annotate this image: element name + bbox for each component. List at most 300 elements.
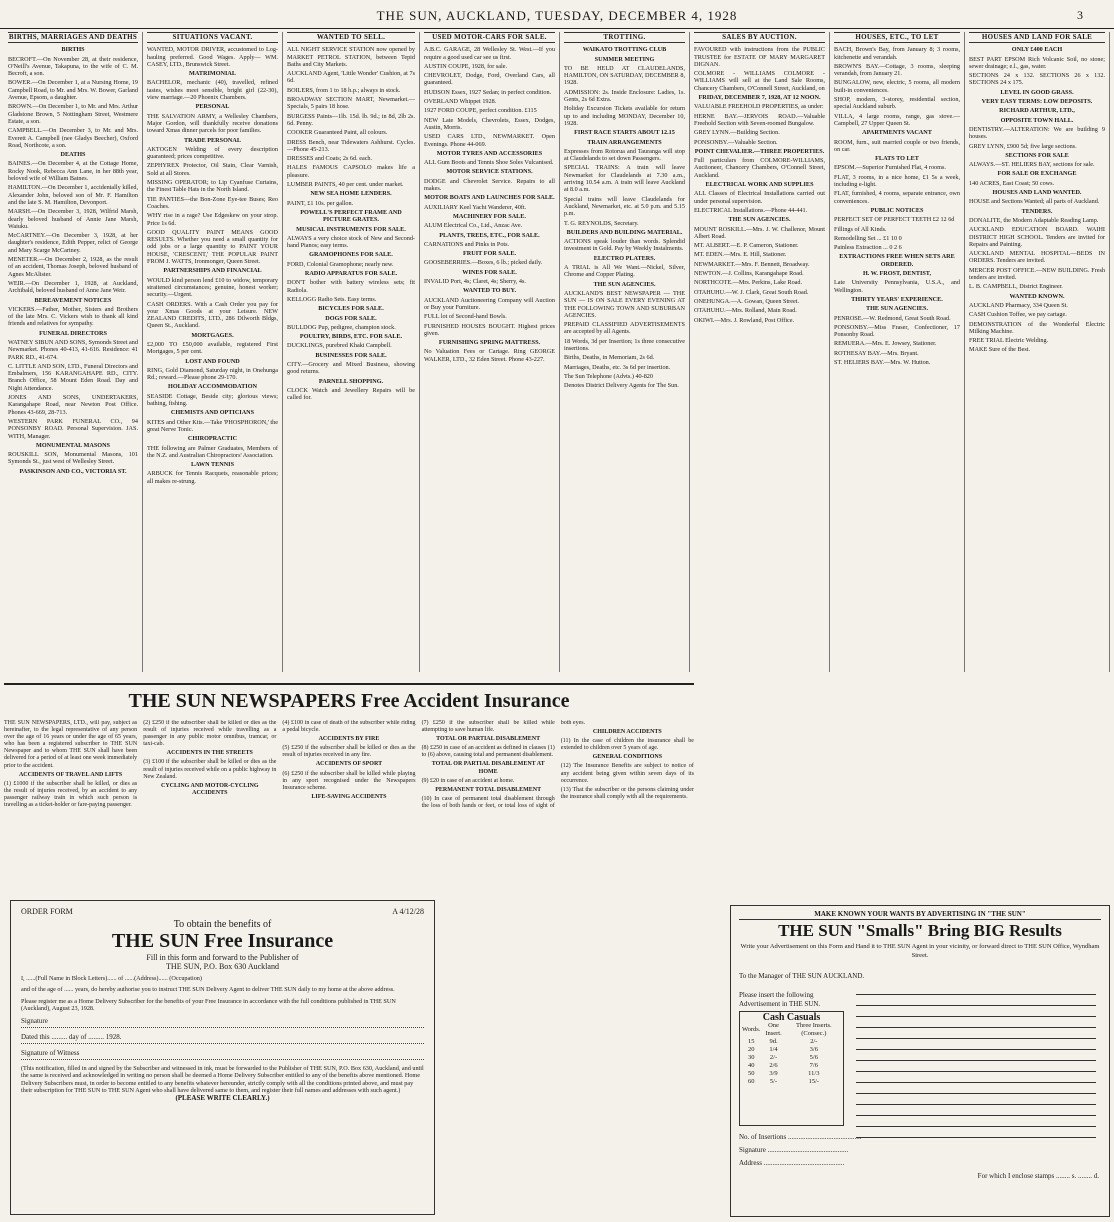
classified-entry: MAKE Sure of the Best. [969,346,1031,354]
classified-entry: WESTERN PARK FUNERAL CO., 94 PONSONBY ROAD. Personal Supervision. JAS. WITH, Manager. [8,417,138,440]
classified-entry: MATRIMONIAL [189,70,236,78]
classified-entry: WHY rise in a rage? Use Edgeskew on your strop. Price 1s 6d. [147,212,278,227]
smalls-address-label: Address [739,1159,762,1167]
classified-entry: COLMORE - WILLIAMS COLMORE - WILLIAMS will sell at the Land Sale Rooms, Chancery Chambers, O'Connell Street, Auckland, on [694,70,825,92]
insurance-clause: (3) £100 if the subscriber shall be killed or dies as the result of injuries received while on a public highway in New Zealand. [143,759,277,780]
classified-entry: THE following are Palmer Graduates, Members of the N.Z. and Australian Chiropractors' Association. [147,444,278,459]
classified-entry: TO BE HELD AT CLAUDELANDS, HAMILTON, ON SATURDAY, DECEMBER 8, 1928. [564,64,685,87]
classified-entry: AKTOGEN Welding of every description guaranteed; prices competitive. [147,145,278,161]
rate-row [742,1070,841,1078]
classified-entry: Marriages, Deaths, etc. 3s 6d per insertion. [564,363,671,371]
classified-entry: PUBLIC NOTICES [870,206,924,214]
smalls-to: To the Manager of THE SUN AUCKLAND. [739,972,865,980]
insurance-clause: (2) £250 if the subscriber shall be killed or dies as the result of injuries received while travelling as a passenger in any public motor omnibus, tramcar, or taxi-cab. [143,720,277,748]
classified-entry: BROWN.—On December 1, to Mr. and Mrs. Arthur Gladstone Brown, 5 Nottingham Street, Westmere Estate, a son. [8,103,138,125]
classified-entry: WANTED KNOWN. [1009,292,1065,300]
classified-entry: PENROSE.—W. Redmond, Great South Road. [834,314,951,322]
classified-entry: SHOP, modern, 3-storey, residential section, special Auckland suburb. [834,96,960,111]
insurance-clause: (13) That the subscriber or the persons claiming under the insurance shall comply with all the requirements. [560,786,694,800]
classified-entry: FAVOURED with instructions from the PUBLIC TRUSTEE for ESTATE OF MARY MARGARET DIGNAN. [694,46,825,68]
classified-entry: VICKERS.—Father, Mother, Sisters and Brothers of the late Mrs. C. Vickers wish to thank all kind friends and relatives for sympathy. [8,305,138,328]
classified-entry: AUCKLAND'S BEST NEWSPAPER — THE SUN — IS ON SALE EVERY EVENING AT THE FOLLOWING TOWN AND SUBURBAN AGENCIES. [564,289,685,319]
classified-entry: DENTISTRY.—ALTERATION: We are building 9 houses. [969,125,1105,141]
classified-entry: HERNE BAY.—JERVOIS ROAD.—Valuable Freehold Section with Seven-roomed Bungalow. [694,112,825,127]
order-form-code: A 4/12/28 [392,907,424,916]
classified-entry: OTAHUHU.—Mrs. Rolland, Main Road. [694,307,797,315]
classified-entry: RING, Gold Diamond, Saturday night, in Onehunga Rd.; reward.—Please phone 29-170. [147,366,278,382]
classified-entry: BEREAVEMENT NOTICES [34,296,112,304]
order-form-title: THE SUN Free Insurance [111,930,334,952]
insurance-banner: THE SUN NEWSPAPERS Free Accident Insurance [4,683,694,719]
insurance-clause: ACCIDENTS IN THE STREETS [166,750,253,757]
classified-entry: POULTRY, BIRDS, ETC. FOR SALE. [299,333,403,341]
classified-entry: REMUERA.—Mrs. E. Jowsey, Stationer. [834,340,937,348]
classified-entry: FIRST RACE STARTS ABOUT 12.15 [574,129,675,137]
classified-entry: POINT CHEVALIER.—THREE PROPERTIES. [694,147,825,155]
rate-cell: 2/- [810,1038,818,1045]
classified-entry: ARBUCK for Tennis Racquets, reasonable prices; all makes re-strung. [147,470,278,485]
order-form-obtain: To obtain the benefits of [173,919,272,930]
classified-entry: LEVEL IN GOOD GRASS. [1000,88,1074,96]
classified-entry: No Valuation Fees or Cartage. Ring GEORGE WALKER, LTD., 32 Eden Street. Phone 43-227. [424,348,555,363]
classified-entry: T. G. REYNOLDS, Secretary. [564,219,639,227]
classified-entry: LUMBER PAINTS, 40 per cent. under market. [287,181,404,189]
classified-entry: DON'T bother with battery wireless sets; fit Radiola. [287,279,415,294]
classified-entry: PERSONAL [195,103,230,111]
classified-entry: BOILERS, from 1 to 18 h.p.; always in stock. [287,86,401,94]
rate-cell: 20 [747,1046,755,1053]
smalls-signature-field[interactable]: Signature .............................................. [739,1146,849,1154]
classified-entry: TENDERS. [1021,207,1053,215]
smalls-title: THE SUN "Smalls" Bring BIG Results [778,921,1062,940]
insurance-clause: CHILDREN ACCIDENTS [592,729,662,736]
classified-entry: DEMONSTRATION of the Wonderful Electric Milking Machine. [969,320,1105,335]
classified-entry: MOTOR TYRES AND ACCESSORIES [436,149,543,157]
insurance-clause: ACCIDENTS OF SPORT [315,761,383,768]
classified-entry: HALES FAMOUS CAPSOLO makes life a pleasure. [287,164,415,179]
column-2 [143,32,283,672]
classified-entry: ST. HELIERS BAY.—Mrs. W. Hutton. [834,358,931,366]
classified-entry: CITY.—Grocery and Mixed Business, showing good returns. [287,360,415,376]
classified-entry: FORD, Colonial Gramophone; nearly new. [287,260,394,268]
dated-label: Dated this ......... day of ......... 1928. [21,1033,122,1042]
classified-entry: FOR SALE OR EXCHANGE [997,170,1077,178]
classified-entry: DEATHS [60,151,86,159]
column-7 [830,32,965,672]
rate-cell: 60 [747,1078,755,1085]
rate-cell: 15/- [808,1078,820,1085]
rate-cell: 5/6 [809,1054,818,1061]
classified-entry: CLOCK Watch and Jewellery Repairs will be called for. [287,386,415,402]
classified-entry: DODGE and Chevrolet Service. Repairs to all makes. [424,177,555,193]
classified-entry: FUNERAL DIRECTORS [39,329,107,337]
classified-entry: HOLIDAY ACCOMMODATION [168,383,257,391]
column-8 [965,32,1110,672]
rate-cell: 2/- [769,1054,778,1061]
classified-entry: VILLA, 4 large rooms, range, gas stove.—Campbell, 27 Upper Queen St. [834,112,960,127]
smalls-sub: Write your Advertisement on this Form and Hand it to THE SUN Agent in your vicinity, or forward direct to THE SUN Office, Wyndham Street. [740,943,1100,959]
classified-entry: GOOD QUALITY PAINT MEANS GOOD RESULTS. Whether you need a small quantity for odd jobs or a large quantity to PAINT YOUR HOUSE, 'CRESCENT,' THE POPULAR PAINT FROM J. WATTS, Ironmonger, Queen Street. [147,228,278,266]
classified-entry: DRESSES and Coats; 2s 6d. each. [287,155,373,163]
column-6 [690,32,830,672]
column-5 [560,32,690,672]
insurance-clause: THE SUN NEWSPAPERS, LTD., will pay, subject as hereinafter, to the legal representative of any person over the age of 16 years or under the age of 65 years, who has been a registered subscriber to THE SUN Newspaper and to whom THE SUN shall have been delivered for a period of at least one week immediately prior to the accident. [4,720,138,769]
classified-entry: PASKINSON AND CO., VICTORIA ST. [19,467,127,475]
smalls-form[interactable] [730,905,1110,1217]
classified-entry: FLAT, furnished, 4 rooms, separate entrance, own conveniences. [834,190,960,205]
column-3 [283,32,420,672]
classified-entry: Denotes District Delivery Agents for The Sun. [564,382,679,390]
classified-entry: H. W. FROST, DENTIST, [862,270,932,278]
insertions-label: No. of Insertions [739,1133,787,1141]
rate-cell: 11/3 [808,1070,820,1077]
classified-entry: PONSONBY.—Valuable Section. [694,138,778,146]
classified-entry: CAMPBELL.—On December 3, to Mr. and Mrs. Everett A. Campbell (nee Gladys Beecher), Oxford Road, Northcote, a son. [8,127,138,149]
classified-entry: BICYCLES FOR SALE. [318,305,384,313]
classified-entry: Special trains will leave Claudelands for Auckland, Newmarket, etc. at 5.0 p.m. and 5.15 p.m. [564,195,685,218]
classified-entry: McCARTNEY.—On December 3, 1928, at her daughter's residence, Edith Pepper, relict of George and Mary Scarge McCartney. [8,232,138,254]
classified-entry: EPSOM.—Superior Furnished Flat, 4 rooms. [834,164,946,172]
classified-entry: 140 ACRES, East Coast; 50 cows. [969,179,1055,187]
insurance-clause: PERMANENT TOTAL DISABLEMENT [435,786,542,793]
classified-entry: SECTIONS 24 x 132. SECTIONS 26 x 132. SECTIONS 24 x 175. [969,72,1105,87]
classified-entry: NEWMARKET.—Mrs. F. Bennett, Broadway. [694,260,810,268]
classified-entry: WOULD kind person lend £10 to widow, temporary straitened circumstances; genuine, honest worker; security.—Urgent. [147,276,278,299]
classified-entry: 1927 FORD COUPE, perfect condition. £115 [424,107,537,115]
classified-entry: TRADE PERSONAL [184,136,241,144]
order-form[interactable] [10,900,435,1215]
classified-entry: A.B.C. GARAGE, 28 Wellesley St. West.—If you require a good used car see us first. [424,46,555,61]
insurance-clause: (4) £100 in case of death of the subscriber while riding a pedal bicycle. [282,720,416,734]
insurance-clause: CYCLING AND MOTOR-CYCLING ACCIDENTS [161,782,259,796]
smalls-address-field[interactable]: Address .............................................. [739,1159,845,1167]
classified-entry: MENETER.—On December 2, 1928, as the result of an accident, Thomas Joseph, beloved husband of Agnes McAlister. [8,256,138,278]
witness-field[interactable] [21,1049,424,1060]
classified-entry: FLAT, 3 rooms, in a nice home, £1 5s a week, including e-light. [834,173,960,189]
classified-entry: WATNEY SIBUN AND SONS, Symonds Street and Newmarket. Phones 40-413, 41-616. Residence: 41 PARK RD., 41-674. [8,338,138,361]
classified-entry: AUSTIN COUPE, 1928, for sale. [424,62,508,70]
classified-entry: PLANTS, TREES, ETC., FOR SALE. [439,231,540,239]
classified-entry: FREE TRIAL Electric Welding. [969,337,1049,345]
classified-entry: 18 Words, 3d per Insertion; 1s three consecutive insertions. [564,337,685,352]
column-1 [4,32,143,672]
classified-entry: THE SALVATION ARMY, a Wellesley Chambers, Major Gordon, will thankfully receive donations toward Xmas dinner parcels for poor families. [147,112,278,135]
write-clearly: (PLEASE WRITE CLEARLY.) [175,1094,270,1103]
classified-entry: OVERLAND Whippet 1928. [424,98,497,106]
classified-entry: PONSONBY.—Miss Fraser, Confectioner, 17 Ponsonby Road. [834,323,960,339]
classified-entry: INVALID Port, 4s; Claret, 4s; Sherry, 4s. [424,278,526,286]
rate-cell: 30 [747,1054,755,1061]
classified-entry: OPPOSITE TOWN HALL. [1000,116,1074,124]
classified-entry: HOUSES AND LAND WANTED. [992,189,1082,197]
rate-cell: 9d. [769,1038,778,1045]
classified-entry: POWELL'S PERFECT FRAME AND PICTURE GRATES. [300,208,402,224]
rate-row [742,1038,841,1046]
order-form-sub1: Fill in this form and forward to the Publisher of [146,953,299,962]
classified-entry: FRUIT FOR SALE. [462,250,516,258]
classified-entry: MERCER POST OFFICE.—NEW BUILDING. Fresh tenders are invited. [969,266,1105,282]
classified-entry: OKIWI.—Mrs. J. Rowland, Post Office. [694,316,795,324]
classified-entry: KITES and Other Kits.—Take 'PHOSPHORON,' the great Nerve Tonic. [147,418,278,433]
insurance-clause: (1) £1000 if the subscriber shall be killed, or dies as the result of injuries received, by an accident to any passenger railway train in which such person is travelling as a ticket-holder or fare-paying passenger. [4,780,138,809]
insurance-clause: (7) £250 if the subscriber shall be killed while attempting to save human life. [421,720,555,734]
classified-entry: NEW SEA HOME LENDERS. [310,190,392,198]
classified-entry: FLATS TO LET [875,155,919,163]
order-form-sub2: THE SUN, P.O. Box 630 Auckland [166,962,279,971]
classified-entry: ALWAYS.—ST. HELIERS BAY, sections for sale. [969,161,1095,169]
classified-entry: ALUM Electrical Co., Ltd., Anzac Ave. [424,222,523,230]
classified-entry: RICHARD ARTHUR, LTD., [999,107,1075,115]
classified-entry: ACTIONS speak louder than words. Splendid investment in Gold. Pay by Weekly Instalments. [564,238,685,253]
classified-entry: AUCKLAND Auctioneering Company will Auction or Buy your Furniture. [424,296,555,311]
rate-cell: 50 [747,1070,755,1077]
advert-writing-grid[interactable] [856,984,1096,1138]
classified-entry: FURNISHED HOUSES BOUGHT. Highest prices given. [424,322,555,337]
classified-entry: L. B. CAMPBELL, District Engineer. [969,283,1063,291]
rate-row [742,1046,841,1054]
classified-entry: ALL Classes of Electrical Installations carried out under personal supervision. [694,190,825,205]
rate-row [742,1078,841,1086]
classified-entry: MARSH.—On December 3, 1928, Wilfrid Marsh, dearly beloved husband of Annie Jane Marsh, Waiuku. [8,208,138,230]
classified-entry: WANTED, MOTOR DRIVER, accustomed to Log-hauling preferred. Good Wages. Apply— WM. CASEY, LTD., Brunswick Street. [147,46,278,68]
classified-entry: ROUSKILL SON, Monumental Masons, 101 Symonds St., just west of Wellesley Street. [8,451,138,466]
classified-entry: OTAHUHU.—W. J. Clark, Great South Road. [694,288,809,296]
classified-entry: CASH Cushion Toffee, we pay cartage. [969,311,1067,319]
classified-entry: TIE PANTIES—the Bon-Zone Eye-tee Buses; Reo Coaches. [147,195,278,210]
classified-entry: BUSINESSES FOR SALE. [315,351,387,359]
classified-entry: ELECTRO PLATERS. [593,254,656,262]
classified-entry: AUCKLAND MENTAL HOSPITAL—BEDS IN ORDERS. Tenders are invited. [969,250,1105,265]
classified-entry: SUMMER MEETING [594,55,655,63]
column-heading: USED MOTOR-CARS FOR SALE. [424,32,555,43]
classified-entry: BAINES.—On December 4, at the Cottage Home, Rocky Nook, Rebecca Ann Lane, in her 88th year, beloved wife of William Baines. [8,160,138,183]
rate-cell: 3/6 [809,1046,818,1053]
order-form-name-line[interactable]: I, ......(Full Name in Block Letters)...... of ......(Address)...... (Occupation) [21,975,202,982]
classified-entry: BUILDERS AND BUILDING MATERIAL. [566,228,683,236]
column-heading: TROTTING. [564,32,685,43]
classified-entry: BACHELOR, mechanic (40), travelled, refined tastes, wishes meet sensible, bright girl (22-30), view marriage.—20 Phoenix Chambers. [147,79,278,102]
classified-entry: GREY LYNN.—Building Section. [694,129,780,137]
smalls-please: Please insert the following Advertisement in THE SUN. [739,991,821,1008]
rate-cell: 5/- [769,1078,778,1085]
insurance-clause: ACCIDENTS BY FIRE [318,736,380,743]
classified-entry: BEST PART EPSOM Rich Volcanic Soil, no stone; sewer drainage; e.l., gas, water. [969,55,1105,70]
classified-entry: Holiday Excursion Tickets available for return up to and including MONDAY, December 10, 1928. [564,105,685,127]
classified-entry: ROOM, furn., suit married couple or two friends, on car. [834,138,960,153]
classified-entry: GRAMOPHONES FOR SALE. [309,251,393,259]
order-form-note: (This notification, filled in and signed by the Subscriber and witnessed in ink, must be forwarded to the Publisher of THE SUN, P.O. Box 630, Auckland, and until the same is received and acknowledged in writing no person shall be deemed a Home Delivery Subscriber entitled to any of the benefits above mentioned. Home Delivery Subscribers must, in order to become entitled to any benefits whatever hereunder, strictly comply with all the conditions printed above, and must pay their subscription for THE SUN to THE SUN Agent who shall have delivered same to them, and register their full names and addresses with such agent.) [21,1065,424,1095]
classified-entry: SEASIDE Cottage, Beside city; glorious views; bathing, fishing. [147,392,278,408]
classified-entry: DOGS FOR SALE. [325,314,377,322]
classified-entry: Late University Pennsylvania, U.S.A., and Wellington. [834,279,960,294]
classified-entry: ELECTRICAL WORK AND SUPPLIES [705,181,814,189]
insurance-clause: (8) £250 in case of an accident as defined in clauses (1) to (6) above, causing total and permanent disablement. [421,745,555,759]
classified-entry: TRAIN ARRANGEMENTS [587,138,662,146]
classified-entry: MISSING OPERATOR; to Lip Cyanfuse Curtains, the Finest Table Hats in the North Island. [147,179,278,194]
classified-entry: ELECTRICAL Installations.—Phone 44-441. [694,206,808,214]
rates-title: Cash Casuals [762,1012,821,1023]
classified-entry: MT. ALBERT.—E. P. Cameron, Stationer. [694,242,799,250]
classified-entry: BACH, Brown's Bay, from January 8; 3 rooms, kitchenette and verandah. [834,46,960,61]
classified-entry: ONLY £400 EACH [1011,46,1063,54]
smalls-remit: For which I enclose stamps ........ s. ........ d. [977,1172,1099,1180]
insurance-clause: ACCIDENTS OF TRAVEL AND LIFTS [18,771,123,778]
smalls-make-known: MAKE KNOWN YOUR WANTS BY ADVERTISING IN "THE SUN" [739,910,1101,920]
classified-entry: MONUMENTAL MASONS [36,441,110,449]
classified-entry: ZEPHYREX Protector, Oil Stain, Clear Varnish, Sold at all Stores. [147,162,278,177]
rate-row [742,1062,841,1070]
classified-entry: PARNELL SHOPPING. [318,377,384,385]
column-heading: SITUATIONS VACANT. [147,32,278,43]
order-form-label: ORDER FORM [21,907,73,916]
classified-entry: Fillings of All Kinds. [834,225,887,233]
classified-entry: THE SUN AGENCIES. [728,216,791,224]
column-heading: WANTED TO SELL. [287,32,415,43]
classified-entry: APARTMENTS VACANT [862,129,932,137]
classified-entry: AUCKLAND Agent, 'Little Wonder' Cushion, at 7s 6d. [287,70,415,85]
classified-entry: FURNISHING SPRING MATTRESS. [438,339,541,347]
insurance-clause: (6) £250 if the subscriber shall be killed while playing in any sport recognised under the Newspapers Insurance scheme. [282,770,416,791]
classified-entry: Full particulars from COLMORE-WILLIAMS, Auctioneer, Chancery Chambers, O'Connell Street, Auckland. [694,157,825,179]
classified-entry: RADIO APPARATUS FOR SALE. [304,270,398,278]
classified-entry: £2,000 TO £50,000 available, registered First Mortgages, 5 per cent. [147,340,278,356]
classified-entry: BUNGALOW, new, electric, 5 rooms, all modern built-in conveniences. [834,79,960,94]
classified-entry: PREPAID CLASSIFIED ADVERTISEMENTS are accepted by all Agents. [564,321,685,336]
classified-entry: DONALITE, the Modern Adaptable Reading Lamp. [969,216,1099,224]
column-4 [420,32,560,672]
classified-entry: BECROFT.—On November 28, at their residence, O'Neill's Avenue, Takapuna, to the wife of C. M. Becroft, a son. [8,55,138,78]
classified-entry: MOTOR SERVICE STATIONS. [446,168,533,176]
classified-entry: VALUABLE FREEHOLD PROPERTIES, as under: [694,103,824,111]
classified-entry: MORTGAGES. [191,331,234,339]
classified-entry: Expresses from Rotorua and Tauranga will stop at Claudelands to set down Passengers. [564,147,685,163]
classified-entry: DRESS Bench, near Tidewaters Ashhurst. Cycles.—Phone 45-213. [287,138,415,153]
insurance-clause: (11) In the case of children the insurance shall be extended to children over 5 years of age. [560,738,694,752]
classified-entry: PERFECT SET OF PERFECT TEETH £2 12 6d [834,216,955,224]
column-heading: HOUSES, ETC., TO LET [834,32,960,43]
classified-entry: MOTOR BOATS AND LAUNCHES FOR SALE. [424,194,555,202]
classified-entry: The Sun Telephone (Advts.) 40-820 [564,372,653,380]
classified-entry: ALL Gum Boots and Tennis Shoe Soles Vulcanised. [424,159,554,167]
insurance-conditions [4,720,694,895]
classified-entry: DUCKLINGS, purebred Khaki Campbell. [287,342,392,350]
classified-entry: PARTNERSHIPS AND FINANCIAL [163,267,262,275]
insurance-clause: (12) The Insurance Benefits are subject to notice of any accident being given within seven days of its occurrence. [560,763,694,784]
classified-entry: HOUSE and Sections Wanted; all parts of Auckland. [969,198,1100,206]
classified-entry: PAINT, £1 10s. per gallon. [287,199,354,207]
classified-entry: ADMISSION: 2s. Inside Enclosure: Ladies, 1s. Gents, 2s 6d Extra. [564,88,685,104]
insurance-clause: (10) In case of permanent total disablement through the loss of both hands or feet, or total loss of sight of both eyes. [421,720,586,809]
classified-entry: BOWER.—On December 1, at a Nursing Home, 19 Campbell Road, to Mr. and Mrs. W. Bower, Garland Avenue, Epsom, a daughter. [8,79,138,102]
column-heading: HOUSES AND LAND FOR SALE [969,32,1105,43]
classified-entry: NORTHCOTE.—Mrs. Perkins, Lake Road. [694,279,803,287]
classified-entry: THE SUN AGENCIES. [865,305,929,313]
classified-entry: WINES FOR SALE. [462,268,517,276]
classified-entry: AUCKLAND Pharmacy, 334 Queen St. [969,301,1068,309]
classified-entry: C. LITTLE AND SON, LTD., Funeral Directors and Embalmers, 156 KARANGAHAPE RD., CITY. Branch Office, 58 Mount Eden Road. Day and Night Attendance. [8,362,138,392]
page-number: 3 [1077,8,1084,22]
rates-head-words: Words. [742,1026,761,1033]
classified-entry: CHEVROLET, Dodge, Ford, Overland Cars, all guaranteed. [424,72,555,87]
classified-entry: SPECIAL TRAINS: A train will leave Newmarket for Claudelands at 7.30 a.m., arriving 10.54 a.m. A train will leave Auckland at 8.0 a.m. [564,164,685,194]
classified-entry: GOOSEBERRIES.—Boxes, 6 lb.; picked daily. [424,259,543,267]
classified-entry: A TRIAL is All We Want.—Nickel, Silver, Chrome and Copper Plating. [564,264,685,279]
classified-entry: MOUNT ROSKILL.—Mrs. J. W. Challenor, Mount Albert Road. [694,225,825,240]
classified-entry: COOKER Guaranteed Paint, all colours. [287,129,388,137]
rate-cell: 3/9 [769,1070,778,1077]
insurance-clause: TOTAL OR PARTIAL DISABLEMENT [436,736,541,743]
classified-entry: Births, Deaths, in Memoriam, 2s 6d. [564,354,655,362]
classified-entry: WEIR.—On December 1, 1928, at Auckland, Archibald, beloved husband of Anne Jane Weir. [8,279,138,295]
classified-entry: CHIROPRACTIC [187,435,238,443]
classified-entry: JONES AND SONS, UNDERTAKERS, Karangahape Road, near Newton Post Office. Phones 43-669, 28-713. [8,394,138,416]
classified-entry: NEW Late Models, Chevrolets, Essex, Dodges, Austin, Morris. [424,116,555,131]
insurance-clause: GENERAL CONDITIONS [592,754,663,761]
classified-entry: NEWTON.—J. Collins, Karangahape Road. [694,270,804,278]
classified-entry: ALL NIGHT SERVICE STATION now opened by MARKET PETROL STATION, between Tepid Baths and City Markets. [287,46,415,68]
classified-entry: HUDSON Essex, 1927 Sedan; in perfect condition. [424,88,552,96]
classified-entry: MUSICAL INSTRUMENTS FOR SALE. [296,225,406,233]
rate-cell: 1/4 [769,1046,778,1053]
insertions-field[interactable]: No. of Insertions .......................................... [739,1133,862,1141]
classified-entry: WANTED TO BUY. [462,287,516,295]
classified-entry: THE SUN AGENCIES. [593,280,656,288]
rate-cell: 40 [747,1062,755,1069]
masthead [0,8,1114,29]
classified-entry: BROADWAY SECTION MART, Newmarket.—Specials, 5 pairs 18 hose. [287,96,415,111]
classified-entry: SECTIONS FOR SALE [1005,151,1069,159]
dated-field[interactable] [21,1033,424,1044]
rate-table [739,1011,844,1126]
classified-entry: GREY LYNN, £900 5d; five large sections. [969,142,1077,150]
classified-entry: THIRTY YEARS' EXPERIENCE. [851,295,943,303]
classified-entry: USED CARS LTD., NEWMARKET. Open Evenings. Phone 44-069. [424,133,555,148]
rate-cell: 15 [747,1038,755,1045]
classified-entry: ONEHUNGA.—A. Gowan, Queen Street. [694,297,799,305]
insurance-clause: (9) £20 in case of an accident at home. [421,777,515,784]
classified-entry: Remodelling Set ... £1 10 0 [834,234,902,242]
rates-head-three: Three Inserts. (Consec.) [795,1022,832,1037]
rate-row [742,1054,841,1062]
classified-entry: BIRTHS [61,46,85,54]
classified-entry: BROWN'S BAY.—Cottage, 3 rooms, sleeping verandah, from January 21. [834,62,960,78]
rate-cell: 7/6 [809,1062,818,1069]
classified-entry: BULLDOG Pup, pedigree, champion stock. [287,323,396,331]
smalls-signature-label: Signature [739,1146,766,1154]
signature-field[interactable] [21,1017,424,1028]
classified-entry: CHEMISTS AND OPTICIANS [170,409,255,417]
classified-entry: BURGESS Paints—1lb. 15d. lb. 9d.; in 8d, 2lb 2s. 6d. Penny. [287,112,415,127]
witness-label: Signature of Witness [21,1049,80,1058]
classified-entry: KELLOGG Radio Sets. Easy terms. [287,295,377,303]
insurance-clause: LIFE-SAVING ACCIDENTS [311,793,387,800]
classified-entry: EXTRACTIONS FREE WHEN SETS ARE ORDERED. [839,253,955,268]
classified-entry: MT. EDEN.—Mrs. E. Hill, Stationer. [694,251,787,259]
classified-entry: VERY EASY TERMS: LOW DEPOSITS. [981,98,1093,106]
classified-entry: WAIKATO TROTTING CLUB [582,46,667,54]
column-heading: SALES BY AUCTION. [694,32,825,43]
classified-entry: AUCKLAND EDUCATION BOARD. WAIHI DISTRICT HIGH SCHOOL. Tenders are invited for Repairs and Painting. [969,226,1105,248]
classified-entry: AUXILIARY Keel Yacht Wanderer, 40ft. [424,203,527,211]
signature-label: Signature [21,1017,48,1026]
order-form-age-line[interactable]: and of the age of ...... years, do hereby authorise you to instruct THE SUN Delivery Agent to deliver THE SUN daily to my home at the above address. [21,986,395,994]
classified-entry: LOST AND FOUND [185,357,240,365]
classified-entry: CASH ORDERS. With a Cash Order you pay for your Xmas Goods at your Leisure. NEW ZEALAND CREDITS, LTD., 286 Dilworth Bldgs, Queen St., Auckland. [147,300,278,330]
classified-entry: LAWN TENNIS [190,461,235,469]
classified-entry: HAMILTON.—On December 1, accidentally killed, Alexander John, beloved son of Mr. F. Hamilton and the late S. M. Hamilton, Devonport. [8,184,138,206]
classified-entry: MACHINERY FOR SALE. [453,212,526,220]
order-form-please: Please register me as a Home Delivery Subscriber for the benefits of your Free Insurance in accordance with the full conditions published in THE SUN (Auckland), August 23, 1928. [21,997,396,1012]
